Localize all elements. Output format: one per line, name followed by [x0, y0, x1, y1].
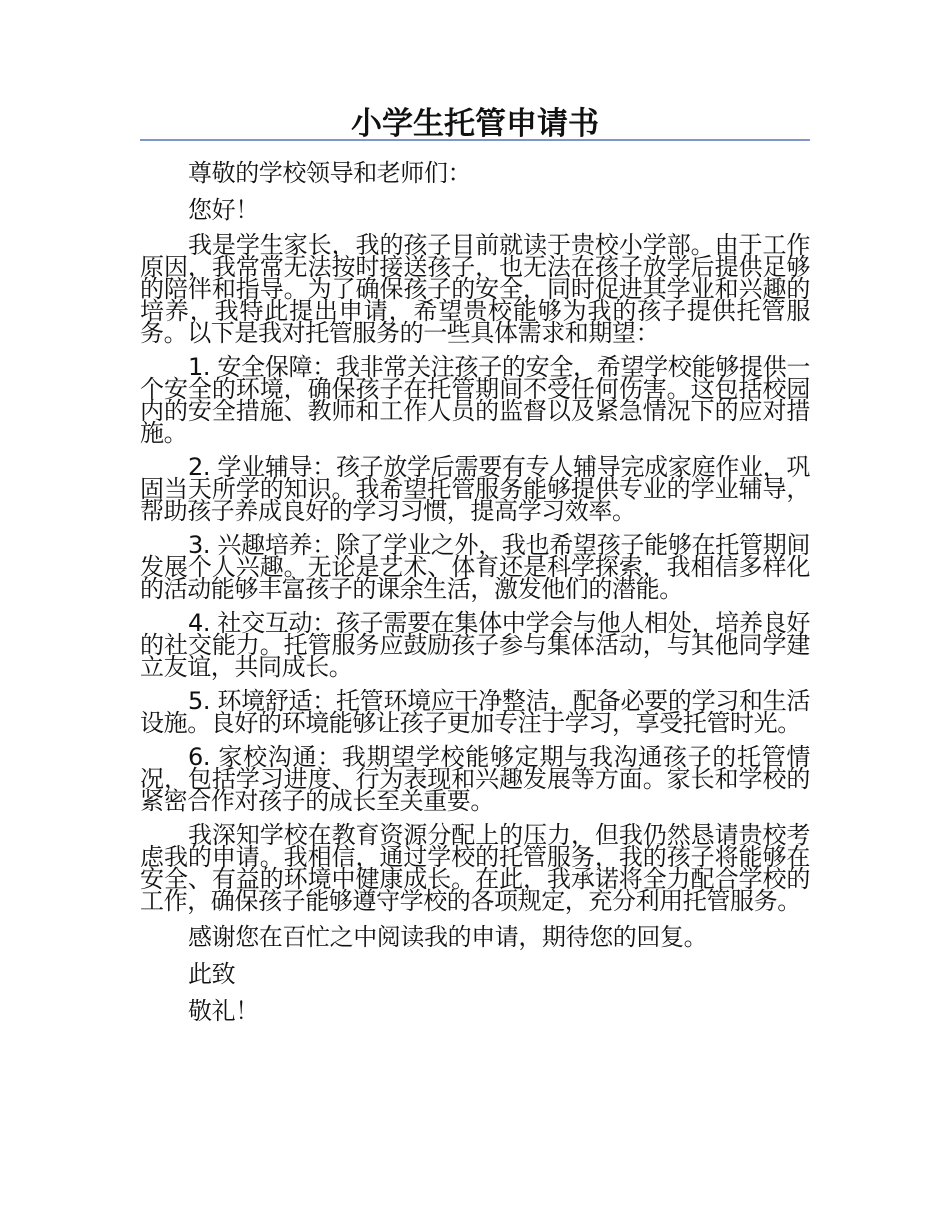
document-title: 小学生托管申请书 — [351, 106, 599, 142]
sign-off-line-2: 敬礼！ — [188, 997, 259, 1025]
greeting: 您好！ — [188, 196, 259, 224]
item-interest: 3. 兴趣培养：除了学业之外，我也希望孩子能够在托管期间发展个人兴趣。无论是艺术、体育还是科学探索，我相信多样化的活动能够丰富孩子的课余生活，激发他们的潜能。 — [140, 531, 810, 603]
closing-paragraph: 我深知学校在教育资源分配上的压力，但我仍然恳请贵校考虑我的申请。我相信，通过学校的托管服务，我的孩子将能够在安全、有益的环境中健康成长。在此，我承诺将全力配合学校的工作，确保孩子能够遵守学校的各项规定，充分利用托管服务。 — [140, 821, 810, 915]
intro-paragraph: 我是学生家长，我的孩子目前就读于贵校小学部。由于工作原因，我常常无法按时接送孩子，也无法在孩子放学后提供足够的陪伴和指导。为了确保孩子的安全，同时促进其学业和兴趣的培养，我特此提出申请，希望贵校能够为我的孩子提供托管服务。以下是我对托管服务的一些具体需求和期望： — [140, 231, 810, 347]
document-body — [140, 160, 810, 1035]
item-academic: 2. 学业辅导：孩子放学后需要有专人辅导完成家庭作业，巩固当天所学的知识。我希望托管服务能够提供专业的学业辅导，帮助孩子养成良好的学习习惯，提高学习效率。 — [140, 453, 810, 525]
item-environment: 5. 环境舒适：托管环境应干净整洁，配备必要的学习和生活设施。良好的环境能够让孩子更加专注于学习，享受托管时光。 — [140, 687, 810, 737]
item-safety: 1. 安全保障：我非常关注孩子的安全，希望学校能够提供一个安全的环境，确保孩子在托管期间不受任何伤害。这包括校园内的安全措施、教师和工作人员的监督以及紧急情况下的应对措施。 — [140, 353, 810, 447]
thanks-line: 感谢您在百忙之中阅读我的申请，期待您的回复。 — [188, 923, 708, 951]
sign-off-line-1: 此致 — [188, 960, 236, 988]
salutation: 尊敬的学校领导和老师们： — [188, 159, 472, 187]
item-social: 4. 社交互动：孩子需要在集体中学会与他人相处，培养良好的社交能力。托管服务应鼓励孩子参与集体活动，与其他同学建立友谊，共同成长。 — [140, 609, 810, 681]
title-underline — [140, 139, 810, 141]
item-communication: 6. 家校沟通：我期望学校能够定期与我沟通孩子的托管情况，包括学习进度、行为表现和兴趣发展等方面。家长和学校的紧密合作对孩子的成长至关重要。 — [140, 743, 810, 815]
